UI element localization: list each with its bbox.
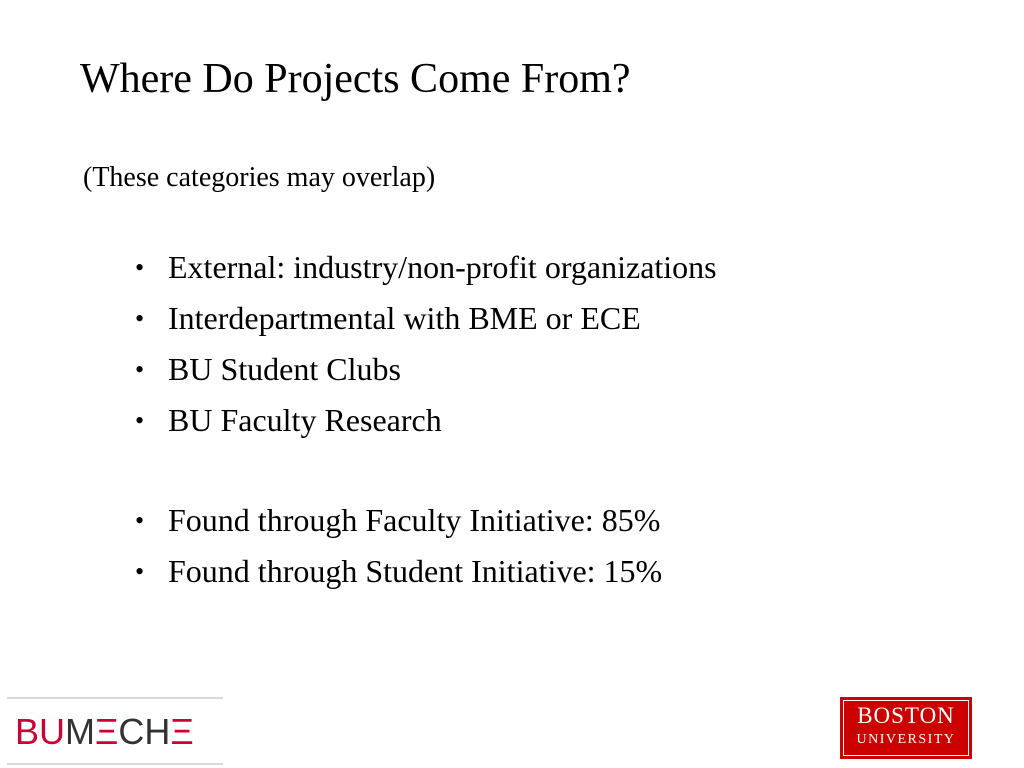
bullet-text: Found through Student Initiative: 15% [168,553,663,589]
bullet-item [135,495,662,546]
bullet-item [135,344,717,395]
boston-university-logo-line1: BOSTON [857,703,955,728]
bumeche-logo-e2: Ξ [170,711,194,752]
bumeche-logo-text [15,710,194,754]
bullet-text: BU Student Clubs [168,351,401,387]
bumeche-logo-e1: Ξ [95,711,119,752]
bullet-dot: • [135,253,145,282]
bullet-item [135,395,717,446]
boston-university-logo [840,697,972,759]
bumeche-logo-bu: BU [15,711,66,752]
bumeche-logo-m: M [65,711,96,752]
bullet-dot: • [135,304,145,333]
boston-university-logo-frame [843,700,969,756]
slide-title: Where Do Projects Come From? [80,56,631,102]
bullet-text: External: industry/non-profit organizations [168,249,717,285]
bullet-dot: • [135,406,145,435]
bullet-item [135,242,717,293]
bumeche-logo-ch: CH [118,711,171,752]
bullet-item [135,293,717,344]
bullet-text: Found through Faculty Initiative: 85% [168,502,661,538]
bullet-list-initiative [135,495,662,597]
bullet-text: Interdepartmental with BME or ECE [168,300,641,336]
bullet-dot: • [135,557,145,586]
bullet-dot: • [135,506,145,535]
bullet-text: BU Faculty Research [168,402,442,438]
bullet-item [135,546,662,597]
boston-university-logo-line2: UNIVERSITY [856,732,956,747]
bullet-dot: • [135,355,145,384]
bumeche-logo [7,697,223,765]
slide-subtitle: (These categories may overlap) [83,162,436,193]
bullet-list-sources [135,242,717,446]
